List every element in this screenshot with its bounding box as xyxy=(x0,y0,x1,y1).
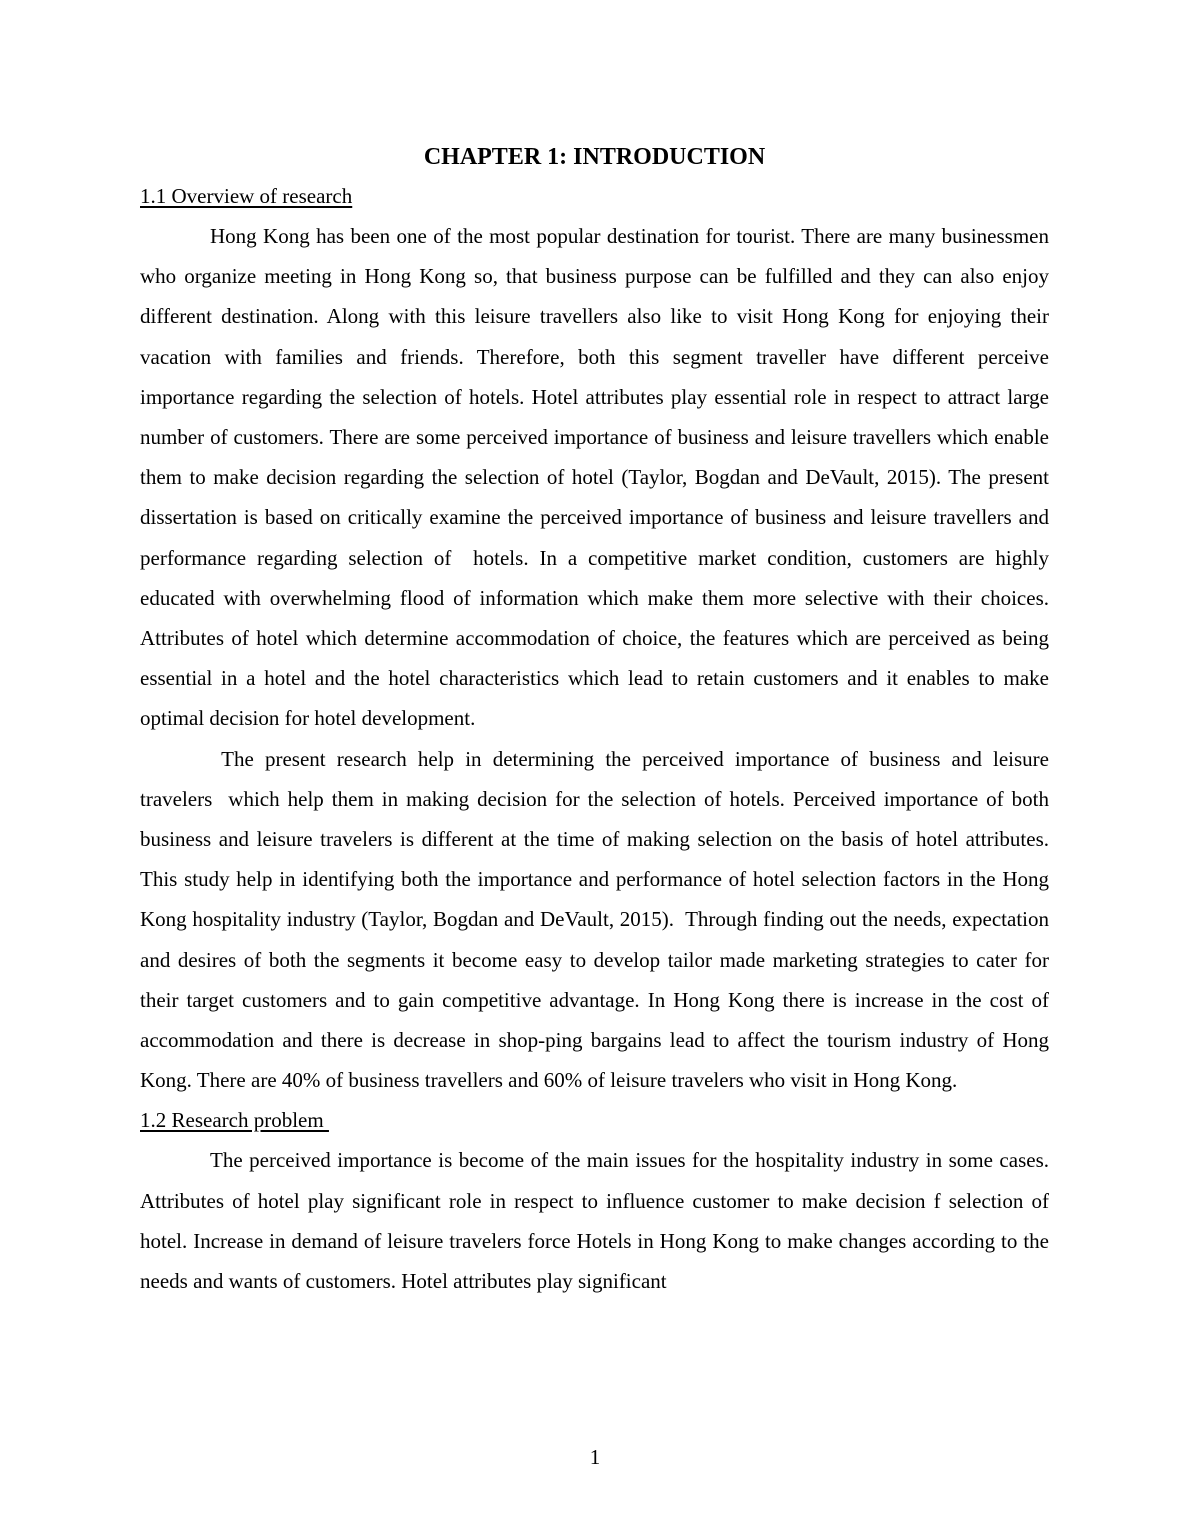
page-body xyxy=(140,138,1055,1301)
chapter-title: CHAPTER 1: INTRODUCTION xyxy=(423,144,766,170)
section-heading-research-problem: 1.2 Research problem xyxy=(140,1108,329,1133)
section-heading-overview: 1.1 Overview of research xyxy=(140,184,353,208)
paragraph-overview-2: The present research help in determining the perceived importance of business and leisure travelers which help them in making decision for the selection of hotels. Perceived importance of both business and leisure travelers is different at the time of making selection on the basis of hotel attributes. This study help in identifying both the importance and performance of hotel selection factors in the Hong Kong hospitality industry (Taylor, Bogdan and DeVault, 2015). Through finding out the needs, expectation and desires of both the segments it become easy to develop tailor made marketing strategies to cater for their target customers and to gain competitive advantage. In Hong Kong there is increase in the cost of accommodation and there is decrease in shop-ping bargains lead to affect the tourism industry of Hong Kong. There are 40% of business travellers and 60% of leisure travelers who visit in Hong Kong. xyxy=(140,746,1055,1093)
page-number: 1 xyxy=(589,1445,601,1469)
paragraph-overview-1: Hong Kong has been one of the most popular destination for tourist. There are many businessmen who organize meeting in Hong Kong so, that business purpose can be fulfilled and they can also enjoy different destination. Along with this leisure travellers also like to visit Hong Kong for enjoying their vacation with families and friends. Therefore, both this segment traveller have different perceive importance regarding the selection of hotels. Hotel attributes play essential role in respect to attract large number of customers. There are some perceived importance of business and leisure travellers which enable them to make decision regarding the selection of hotel (Taylor, Bogdan and DeVault, 2015). The present dissertation is based on critically examine the perceived importance of business and leisure travellers and performance regarding selection of hotels. In a competitive market condition, customers are highly educated with overwhelming flood of information which make them more selective with their choices. Attributes of hotel which determine accommodation of choice, the features which are perceived as being essential in a hotel and the hotel characteristics which lead to retain customers and it enables to make optimal decision for hotel development. xyxy=(140,224,1055,731)
paragraph-research-problem-1: The perceived importance is become of the main issues for the hospitality industry in some cases. Attributes of hotel play significant role in respect to influence customer to make decision f selection of hotel. Increase in demand of leisure travelers force Hotels in Hong Kong to make changes according to the needs and wants of customers. Hotel attributes play significant xyxy=(140,1148,1055,1294)
